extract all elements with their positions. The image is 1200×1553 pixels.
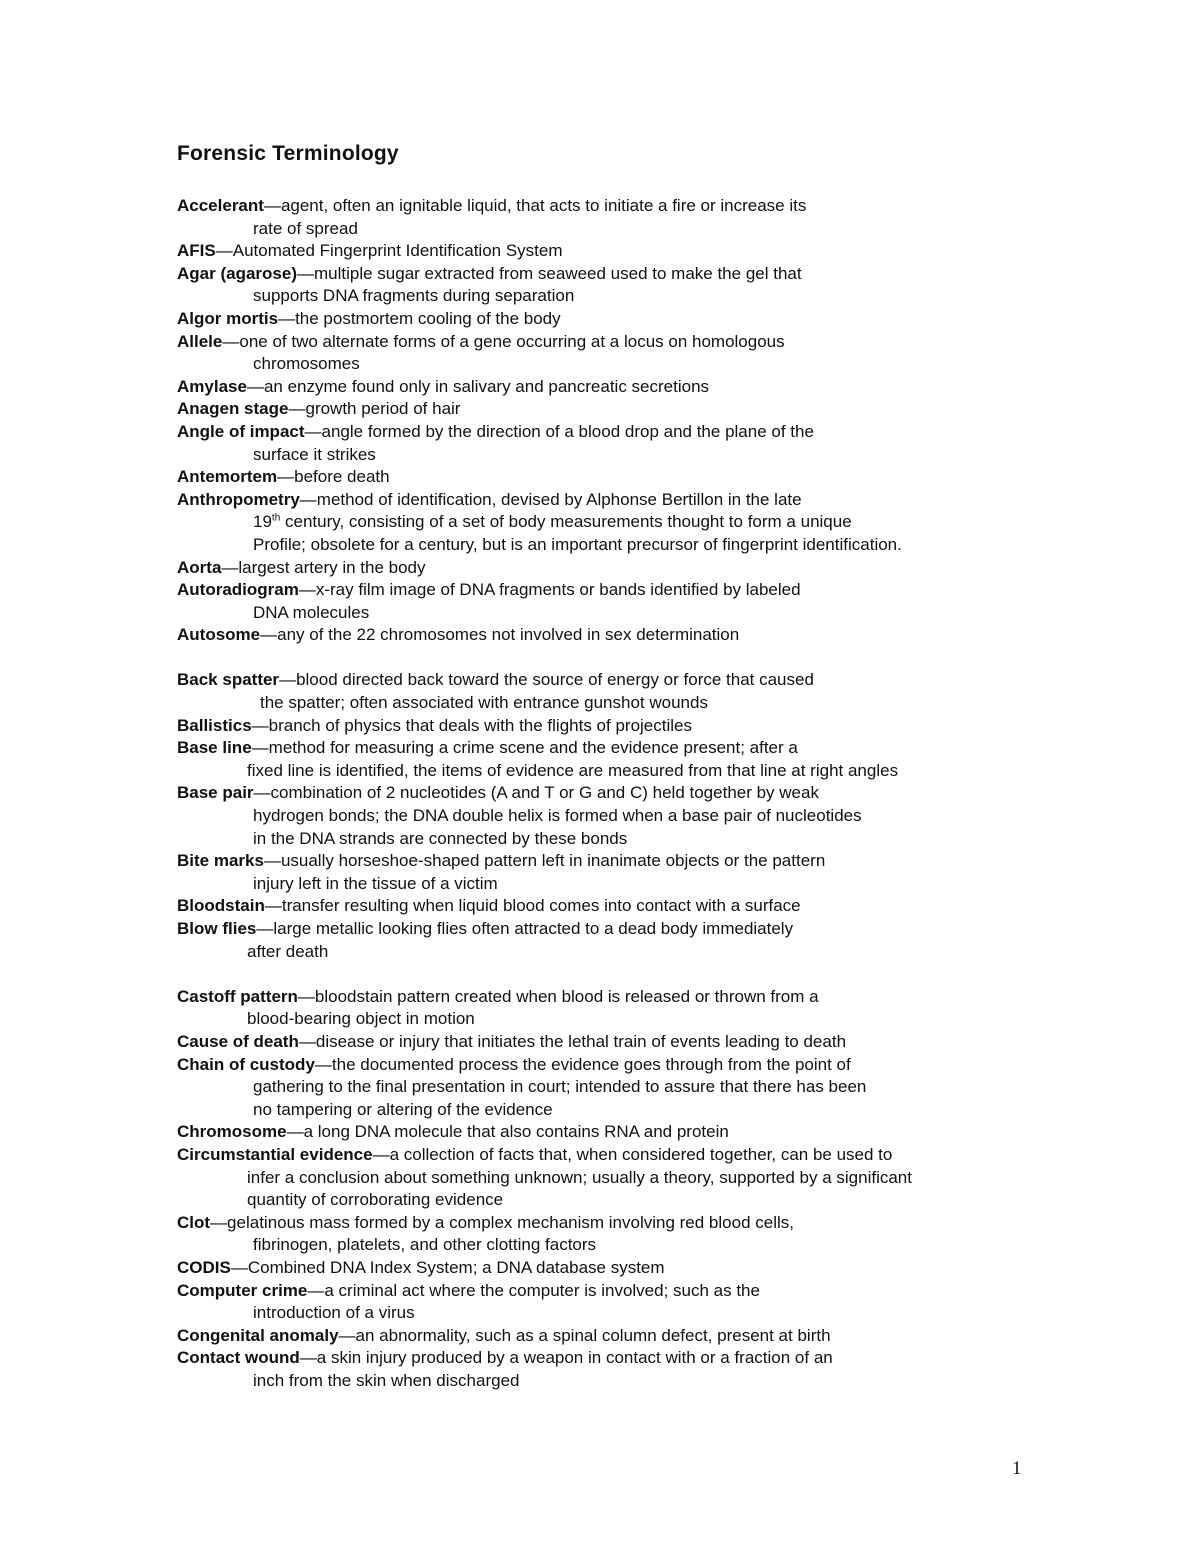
definition-continuation	[177, 511, 1037, 534]
term: Chromosome	[177, 1122, 287, 1142]
definition: usually horseshoe-shaped pattern left in inanimate objects or the pattern	[280, 851, 826, 871]
dash: —	[277, 467, 295, 487]
glossary-entry	[177, 1212, 1037, 1257]
term: Anthropometry	[177, 489, 300, 509]
term: Anagen stage	[177, 399, 289, 419]
dash: —	[304, 421, 322, 441]
glossary-entry	[177, 308, 1037, 331]
ordinal-number: 19	[253, 512, 272, 532]
definition-continuation: fixed line is identified, the items of evidence are measured from that line at right angles	[247, 760, 899, 780]
definition: a skin injury produced by a weapon in contact with or a fraction of an	[316, 1348, 833, 1368]
glossary-entry	[177, 1325, 1037, 1348]
dash: —	[298, 1031, 316, 1051]
definition: transfer resulting when liquid blood comes into contact with a surface	[281, 896, 801, 916]
definition: a collection of facts that, when considered together, can be used to	[389, 1144, 893, 1164]
term: Bloodstain	[177, 896, 265, 916]
term: Aorta	[177, 557, 222, 577]
definition: before death	[294, 467, 390, 487]
term: Amylase	[177, 376, 247, 396]
term: Circumstantial evidence	[177, 1144, 373, 1164]
definition-continuation: supports DNA fragments during separation	[253, 286, 575, 306]
term: Antemortem	[177, 467, 278, 487]
glossary-entry	[177, 624, 1037, 647]
definition: large metallic looking flies often attracted to a dead body immediately	[273, 919, 794, 938]
definition-continuation: no tampering or altering of the evidence	[253, 1099, 553, 1119]
definition: x-ray film image of DNA fragments or bands identified by labeled	[315, 580, 801, 600]
dash: —	[260, 625, 278, 645]
definition: gelatinous mass formed by a complex mechanism involving red blood cells,	[227, 1212, 794, 1232]
glossary-entry	[177, 263, 1037, 308]
definition: the documented process the evidence goes through from the point of	[331, 1054, 851, 1074]
definition-continuation: hydrogen bonds; the DNA double helix is formed when a base pair of nucleotides	[253, 806, 862, 826]
dash: —	[251, 715, 269, 735]
definition-continuation: after death	[247, 941, 329, 961]
definition: branch of physics that deals with the flights of projectiles	[268, 715, 692, 735]
definition-continuation-text: century, consisting of a set of body measurements thought to form a unique	[280, 512, 852, 532]
term: Base line	[177, 738, 252, 758]
definition: an abnormality, such as a spinal column defect, present at birth	[355, 1325, 831, 1345]
dash: —	[263, 196, 281, 215]
definition: Automated Fingerprint Identification System	[232, 241, 563, 261]
glossary-entry	[177, 1347, 1037, 1392]
definition: the postmortem cooling of the body	[295, 308, 561, 328]
dash: —	[246, 376, 264, 396]
term: Autosome	[177, 625, 261, 645]
ordinal-suffix: th	[271, 512, 281, 524]
term: Angle of impact	[177, 421, 305, 441]
dash: —	[222, 331, 240, 351]
glossary-entry	[177, 737, 1037, 782]
term: Chain of custody	[177, 1054, 315, 1074]
definition-continuation: Profile; obsolete for a century, but is an important precursor of fingerprint identification.	[253, 534, 902, 554]
definition: a long DNA molecule that also contains RNA and protein	[303, 1122, 729, 1142]
definition-continuation: inch from the skin when discharged	[253, 1370, 520, 1390]
term: Computer crime	[177, 1280, 308, 1300]
definition: method for measuring a crime scene and the evidence present; after a	[268, 738, 798, 758]
term: Castoff pattern	[177, 986, 298, 1006]
glossary	[177, 195, 1037, 1392]
term: Base pair	[177, 783, 254, 803]
dash: —	[297, 986, 315, 1006]
definition-continuation: injury left in the tissue of a victim	[253, 873, 498, 893]
definition: any of the 22 chromosomes not involved in sex determination	[277, 625, 740, 645]
glossary-entry	[177, 466, 1037, 489]
dash: —	[253, 783, 271, 803]
glossary-entry	[177, 1054, 1037, 1122]
definition-continuation: fibrinogen, platelets, and other clotting factors	[253, 1235, 597, 1255]
definition-continuation: DNA molecules	[253, 602, 370, 622]
definition: Combined DNA Index System; a DNA database system	[247, 1257, 665, 1277]
definition-continuation: infer a conclusion about something unknown; usually a theory, supported by a significant	[247, 1167, 912, 1187]
dash: —	[230, 1257, 248, 1277]
dash: —	[215, 241, 233, 261]
glossary-entry	[177, 240, 1037, 263]
term: Autoradiogram	[177, 580, 299, 600]
definition: bloodstain pattern created when blood is released or thrown from a	[314, 986, 819, 1006]
glossary-entry	[177, 1257, 1037, 1280]
definition-continuation: blood-bearing object in motion	[247, 1009, 475, 1029]
glossary-entry	[177, 986, 1037, 1031]
term: Cause of death	[177, 1031, 299, 1051]
dash: —	[221, 557, 239, 577]
glossary-entry	[177, 579, 1037, 624]
glossary-entry	[177, 895, 1037, 918]
page-number: 1	[1012, 1458, 1022, 1479]
dash: —	[372, 1144, 390, 1164]
definition-continuation: introduction of a virus	[253, 1303, 415, 1323]
definition: disease or injury that initiates the lethal train of events leading to death	[315, 1031, 847, 1051]
glossary-entry	[177, 398, 1037, 421]
term: Bite marks	[177, 851, 264, 871]
term: Algor mortis	[177, 308, 279, 328]
term: AFIS	[177, 241, 216, 261]
glossary-entry	[177, 782, 1037, 850]
definition: angle formed by the direction of a blood drop and the plane of the	[321, 421, 814, 441]
dash: —	[314, 1054, 332, 1074]
page-title: Forensic Terminology	[177, 142, 399, 165]
definition: combination of 2 nucleotides (A and T or G and C) held together by weak	[270, 783, 819, 803]
glossary-entry	[177, 376, 1037, 399]
definition-continuation: quantity of corroborating evidence	[247, 1190, 504, 1210]
term: CODIS	[177, 1257, 231, 1277]
dash: —	[263, 851, 281, 871]
dash: —	[279, 670, 297, 690]
dash: —	[210, 1212, 228, 1232]
term: Back spatter	[177, 670, 280, 690]
glossary-entry	[177, 489, 1037, 557]
term: Congenital anomaly	[177, 1325, 339, 1345]
term: Agar (agarose)	[177, 263, 297, 283]
definition-continuation: chromosomes	[253, 354, 360, 374]
dash: —	[278, 308, 296, 328]
term: Accelerant	[177, 196, 264, 215]
dash: —	[299, 1348, 317, 1368]
glossary-entry	[177, 715, 1037, 738]
definition: one of two alternate forms of a gene occurring at a locus on homologous	[239, 331, 785, 351]
dash: —	[307, 1280, 325, 1300]
definition: growth period of hair	[305, 399, 461, 419]
definition-continuation: surface it strikes	[253, 444, 376, 464]
definition-continuation: the spatter; often associated with entrance gunshot wounds	[260, 693, 708, 713]
glossary-entry	[177, 850, 1037, 895]
term: Contact wound	[177, 1348, 300, 1368]
glossary-entry	[177, 421, 1037, 466]
dash: —	[256, 919, 274, 938]
dash: —	[298, 580, 316, 600]
definition-continuation: in the DNA strands are connected by these bonds	[253, 828, 628, 848]
dash: —	[296, 263, 314, 283]
term: Allele	[177, 331, 223, 351]
dash: —	[338, 1325, 356, 1345]
glossary-entry	[177, 557, 1037, 580]
definition: a criminal act where the computer is involved; such as the	[324, 1280, 760, 1300]
definition: blood directed back toward the source of energy or force that caused	[296, 670, 814, 690]
glossary-entry	[177, 918, 1037, 963]
dash: —	[286, 1122, 304, 1142]
dash: —	[299, 489, 317, 509]
dash: —	[264, 896, 282, 916]
glossary-entry	[177, 1121, 1037, 1144]
glossary-entry	[177, 331, 1037, 376]
definition: largest artery in the body	[238, 557, 426, 577]
definition: an enzyme found only in salivary and pancreatic secretions	[263, 376, 710, 396]
glossary-entry	[177, 1031, 1037, 1054]
definition: agent, often an ignitable liquid, that acts to initiate a fire or increase its	[280, 196, 807, 215]
definition: multiple sugar extracted from seaweed used to make the gel that	[313, 263, 802, 283]
glossary-entry	[177, 1280, 1037, 1325]
dash: —	[288, 399, 306, 419]
term: Clot	[177, 1212, 211, 1232]
definition-continuation: rate of spread	[253, 218, 358, 238]
glossary-entry	[177, 669, 1037, 714]
dash: —	[251, 738, 269, 758]
definition: method of identification, devised by Alphonse Bertillon in the late	[316, 489, 802, 509]
term: Ballistics	[177, 715, 252, 735]
glossary-entry	[177, 1144, 1037, 1212]
glossary-entry	[177, 195, 1037, 240]
definition-continuation: gathering to the final presentation in court; intended to assure that there has been	[253, 1077, 867, 1097]
term: Blow flies	[177, 919, 257, 938]
